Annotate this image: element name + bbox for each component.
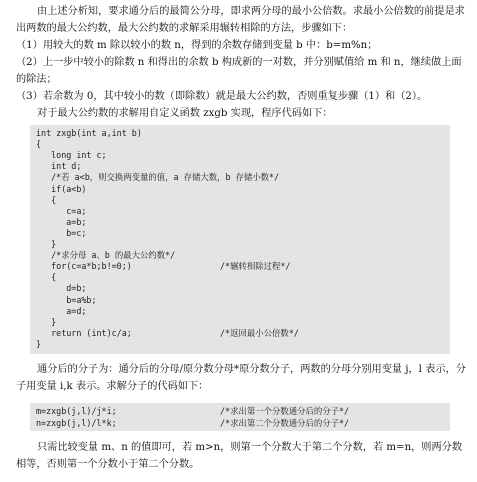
code-line: return (int)c/a; (36, 327, 132, 338)
step-1: （1）用较大的数 m 除以较小的数 n，得到的余数存储到变量 b 中：b=m%n； (16, 40, 378, 51)
code-line: b=a%b; (36, 294, 97, 305)
code-line: { (36, 139, 42, 150)
code-block-zxgb (30, 125, 450, 354)
code-comment: /*辗转相除过程*/ (220, 261, 291, 272)
code-line: /*若 a<b，则交换两变量的值，a 存储大数，b 存储小数*/ (36, 172, 280, 183)
step-2: （2）上一步中较小的除数 n 和得出的余数 b 构成新的一对数，并分别赋值给 m 和 n，继续做上面的除法； (16, 57, 462, 85)
numerator-paragraph: 通分后的分子为：通分后的分母/原分数分母*原分数分子，两数的分母分别用变量 j，l 表示，分子用变量 i,k 表示。求解分子的代码如下： (16, 364, 466, 392)
code-line: b=c; (36, 227, 87, 238)
code-line: { (36, 272, 57, 283)
code-line: m=zxgb(j,l)/j*i; (36, 406, 117, 416)
code-line: if(a<b) (36, 183, 87, 194)
code-line: n=zxgb(j,l)/l*k; (36, 417, 117, 428)
code-line: a=d; (36, 305, 87, 316)
code-line: int d; (36, 161, 82, 172)
code-line: long int c; (36, 150, 107, 161)
code-line: /*求分母 a、b 的最大公约数*/ (36, 250, 176, 261)
code-line: c=a; (36, 205, 87, 216)
code-line: } (36, 239, 57, 249)
code-intro-paragraph: 对于最大公约数的求解用自定义函数 zxgb 实现，程序代码如下： (37, 108, 333, 119)
comparison-paragraph: 只需比较变量 m、n 的值即可，若 m>n，则第一个分数大于第二个分数，若 m=n，则两分数相等，否则第一个分数小于第二个分数。 (16, 442, 463, 470)
code-line: { (36, 194, 57, 205)
code-comment: /*求出第二个分数通分后的分子*/ (220, 417, 350, 428)
code-comment: /*求出第一个分数通分后的分子*/ (220, 406, 350, 416)
intro-paragraph: 由上述分析知，要求通分后的最简公分母，即求两分母的最小公倍数。求最小公倍数的前提是求出两数的最大公约数，最大公约数的求解采用辗转相除的方法，步骤如下： (16, 6, 465, 34)
code-line: for(c=a*b;b!=0;) (36, 261, 132, 272)
code-line: int zxgb(int a,int b) (36, 128, 142, 138)
code-line: } (36, 316, 57, 327)
code-line: } (36, 338, 42, 349)
code-comment: /*返回最小公倍数*/ (220, 327, 299, 338)
step-3: （3）若余数为 0，其中较小的数（即除数）就是最大公约数，否则重复步骤（1）和（2）。 (16, 91, 428, 102)
code-line: d=b; (36, 283, 87, 294)
code-line: a=b; (36, 216, 87, 227)
code-block-numerator (30, 403, 450, 431)
